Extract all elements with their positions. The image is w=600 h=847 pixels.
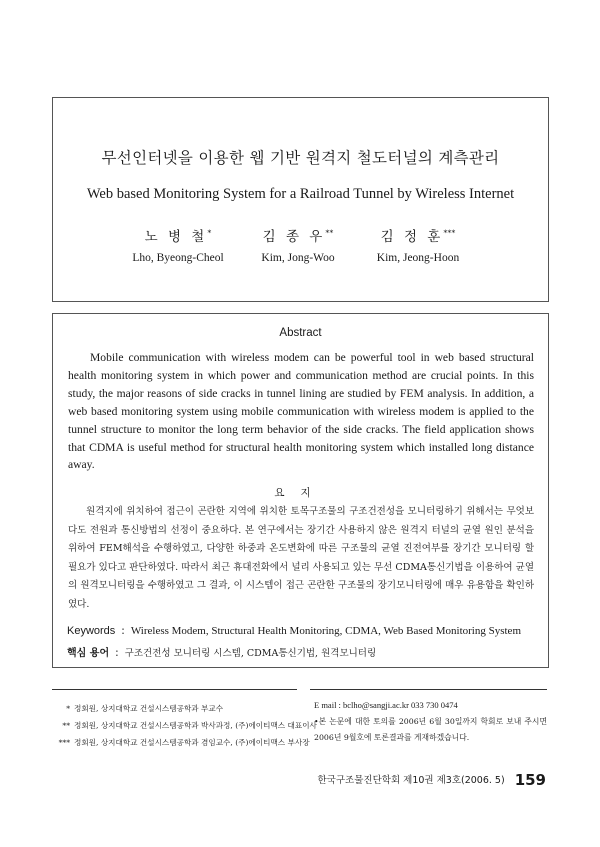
author-1 xyxy=(113,225,243,264)
author-name-english: Lho, Byeong-Cheol xyxy=(132,252,224,264)
keywords-separator: : xyxy=(121,625,125,637)
korean-abstract-heading: 요지 xyxy=(274,487,327,499)
keywords-label: Keywords xyxy=(67,625,116,637)
affiliation-1: * 정회원, 상지대학교 건설시스템공학과 부교수 xyxy=(66,704,224,713)
title-block xyxy=(52,97,549,302)
author-name-korean: 김 종 우** xyxy=(262,228,334,245)
keywords-korean xyxy=(67,644,540,659)
page-footer xyxy=(318,771,546,789)
author-3 xyxy=(353,225,483,264)
author-name-korean: 노 병 철* xyxy=(144,228,212,245)
keywords-value-korean: 구조건전성 모니터링 시스템, CDMA통신기법, 원격모니터링 xyxy=(124,648,377,659)
abstract-block xyxy=(52,313,549,668)
footnote-divider-left xyxy=(52,689,297,690)
contact-email: E mail : bclho@sangji.ac.kr 033 730 0474 xyxy=(314,700,458,710)
keywords-value: Wireless Modem, Structural Health Monitoring, CDMA, Web Based Monitoring System xyxy=(130,625,521,637)
abstract-heading: Abstract xyxy=(279,327,322,339)
author-name-english: Kim, Jeong-Hoon xyxy=(376,252,460,264)
page-number: 159 xyxy=(514,771,546,789)
footnote-divider-right xyxy=(310,689,547,690)
keywords-label-korean: 핵심 용어 xyxy=(67,648,110,659)
korean-abstract-text: 원격지에 위치하여 접근이 곤란한 지역에 위치한 토목구조물의 구조건전성을 모니터링하기 위해서는 무엇보다도 전원과 통신방법의 선정이 중요하다. 본 연구에서는 장기간 사용하지 않은 원격지 터널의 균열 원인 분석을 위하여 FEM해석을 수행하였고, 다양한 하중과 온도변화에 따른 구조물의 균열 진전여부를 장기간 모니터링 할 필요가 있다고 판단하였다. 따라서 최근 휴대전화에서 널리 사용되고 있는 무선 CDMA통신기법을 이용하여 균열의 원격모니터링을 수행하였고 그 결과, 이 시스템이 접근 곤란한 구조물의 장기모니터링에 매우 유용함을 확인하였다. xyxy=(68,506,534,610)
affiliation-3: *** 정회원, 상지대학교 건설시스템공학과 겸임교수, (주)에이티맥스 부사장 xyxy=(58,738,310,747)
author-affiliations xyxy=(56,700,317,751)
author-2 xyxy=(233,225,363,264)
abstract-text: Mobile communication with wireless modem can be powerful tool in web based structural health monitoring system in which power and communication method are crucial points. In this study, the major reasons of side cracks in tunnel lining are studied by FEM analysis. In addition, a web based monitoring system using mobile communication with wireless modem is applied to the tunnel structure to monitor the long term behavior of the side cracks. The field application shows that CDMA is useful method for structural health monitoring system which installed long distance away. xyxy=(68,351,534,472)
affiliation-2: ** 정회원, 상지대학교 건설시스템공학과 박사과정, (주)에이티맥스 대표이사 xyxy=(62,721,317,730)
author-name-english: Kim, Jong-Woo xyxy=(261,252,335,264)
discussion-note: •본 논문에 대한 토의를 2006년 6월 30일까지 학회로 보내 주시면 2006년 9월호에 토론결과를 게재하겠습니다. xyxy=(314,716,547,742)
author-name-korean: 김 정 훈*** xyxy=(380,228,456,245)
keywords-separator: : xyxy=(115,647,119,659)
paper-title-english: Web based Monitoring System for a Railroad Tunnel by Wireless Internet xyxy=(86,186,515,202)
contact-notes xyxy=(314,697,547,747)
paper-title-korean: 무선인터넷을 이용한 웹 기반 원격지 철도터널의 계측관리 xyxy=(101,149,500,167)
keywords-english xyxy=(67,625,540,637)
journal-citation: 한국구조물진단학회 제10권 제3호(2006. 5) xyxy=(317,775,505,786)
